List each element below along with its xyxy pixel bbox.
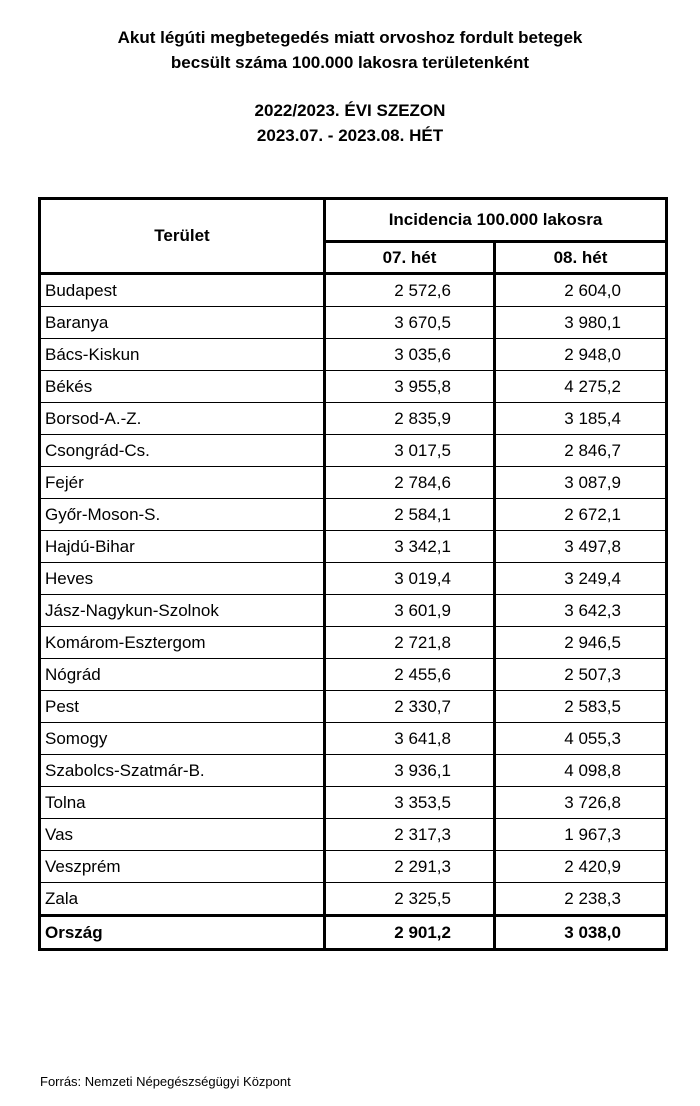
table-row bbox=[40, 563, 667, 595]
week-08-cell: 4 098,8 bbox=[495, 755, 667, 787]
week-08-cell: 3 980,1 bbox=[495, 307, 667, 339]
area-cell: Heves bbox=[40, 563, 325, 595]
area-cell: Baranya bbox=[40, 307, 325, 339]
table-row bbox=[40, 691, 667, 723]
table-row bbox=[40, 307, 667, 339]
table-row bbox=[40, 851, 667, 883]
week-08-cell: 3 185,4 bbox=[495, 403, 667, 435]
area-cell: Békés bbox=[40, 371, 325, 403]
week-07-cell: 2 317,3 bbox=[325, 819, 495, 851]
source-note: Forrás: Nemzeti Népegészségügyi Központ bbox=[40, 1074, 291, 1089]
week-08-cell: 2 420,9 bbox=[495, 851, 667, 883]
week-08-cell: 3 642,3 bbox=[495, 595, 667, 627]
area-cell: Jász-Nagykun-Szolnok bbox=[40, 595, 325, 627]
week-08-cell: 4 275,2 bbox=[495, 371, 667, 403]
week-08-cell: 3 249,4 bbox=[495, 563, 667, 595]
table-row bbox=[40, 755, 667, 787]
total-area: Ország bbox=[40, 916, 325, 950]
area-column-header: Terület bbox=[40, 199, 325, 274]
week-07-cell: 2 784,6 bbox=[325, 467, 495, 499]
document-title-line-2: becsült száma 100.000 lakosra területenként bbox=[170, 53, 530, 72]
week-08-cell: 2 238,3 bbox=[495, 883, 667, 916]
week-08-cell: 2 672,1 bbox=[495, 499, 667, 531]
area-cell: Bács-Kiskun bbox=[40, 339, 325, 371]
week-07-cell: 3 342,1 bbox=[325, 531, 495, 563]
week-07-cell: 3 601,9 bbox=[325, 595, 495, 627]
area-cell: Somogy bbox=[40, 723, 325, 755]
total-week-07: 2 901,2 bbox=[325, 916, 495, 950]
week-08-cell: 3 497,8 bbox=[495, 531, 667, 563]
week-08-cell: 2 507,3 bbox=[495, 659, 667, 691]
week-07-cell: 3 019,4 bbox=[325, 563, 495, 595]
week-08-column-header: 08. hét bbox=[495, 242, 667, 274]
week-07-cell: 3 955,8 bbox=[325, 371, 495, 403]
week-07-cell: 3 641,8 bbox=[325, 723, 495, 755]
week-08-cell: 4 055,3 bbox=[495, 723, 667, 755]
table-row bbox=[40, 531, 667, 563]
table-row bbox=[40, 659, 667, 691]
total-row bbox=[40, 916, 667, 950]
table-row bbox=[40, 435, 667, 467]
area-cell: Zala bbox=[40, 883, 325, 916]
table-row bbox=[40, 371, 667, 403]
season-heading: 2022/2023. ÉVI SZEZON bbox=[254, 101, 446, 120]
week-07-cell: 3 035,6 bbox=[325, 339, 495, 371]
table-row bbox=[40, 499, 667, 531]
week-07-cell: 2 325,5 bbox=[325, 883, 495, 916]
week-08-cell: 2 846,7 bbox=[495, 435, 667, 467]
area-cell: Győr-Moson-S. bbox=[40, 499, 325, 531]
week-07-cell: 2 455,6 bbox=[325, 659, 495, 691]
week-07-cell: 3 017,5 bbox=[325, 435, 495, 467]
area-cell: Csongrád-Cs. bbox=[40, 435, 325, 467]
table-row bbox=[40, 467, 667, 499]
week-07-cell: 3 670,5 bbox=[325, 307, 495, 339]
week-07-cell: 2 584,1 bbox=[325, 499, 495, 531]
area-cell: Nógrád bbox=[40, 659, 325, 691]
area-cell: Szabolcs-Szatmár-B. bbox=[40, 755, 325, 787]
table-row bbox=[40, 627, 667, 659]
table-row bbox=[40, 403, 667, 435]
area-cell: Hajdú-Bihar bbox=[40, 531, 325, 563]
table-row bbox=[40, 819, 667, 851]
incidence-table bbox=[38, 197, 668, 951]
area-cell: Fejér bbox=[40, 467, 325, 499]
week-08-cell: 3 087,9 bbox=[495, 467, 667, 499]
area-cell: Tolna bbox=[40, 787, 325, 819]
week-07-cell: 3 936,1 bbox=[325, 755, 495, 787]
table-row bbox=[40, 274, 667, 307]
week-07-cell: 2 721,8 bbox=[325, 627, 495, 659]
table-row bbox=[40, 883, 667, 916]
week-07-cell: 2 835,9 bbox=[325, 403, 495, 435]
week-08-cell: 2 948,0 bbox=[495, 339, 667, 371]
week-07-cell: 2 572,6 bbox=[325, 274, 495, 307]
area-cell: Vas bbox=[40, 819, 325, 851]
week-07-cell: 2 330,7 bbox=[325, 691, 495, 723]
table-body bbox=[40, 274, 667, 950]
document-title-line-1: Akut légúti megbetegedés miatt orvoshoz fordult betegek bbox=[117, 28, 583, 47]
table-row bbox=[40, 787, 667, 819]
week-08-cell: 2 604,0 bbox=[495, 274, 667, 307]
week-08-cell: 1 967,3 bbox=[495, 819, 667, 851]
area-cell: Budapest bbox=[40, 274, 325, 307]
area-cell: Veszprém bbox=[40, 851, 325, 883]
area-cell: Komárom-Esztergom bbox=[40, 627, 325, 659]
week-08-cell: 2 583,5 bbox=[495, 691, 667, 723]
table-row bbox=[40, 595, 667, 627]
area-cell: Borsod-A.-Z. bbox=[40, 403, 325, 435]
incidence-column-header: Incidencia 100.000 lakosra bbox=[325, 199, 667, 242]
total-week-08: 3 038,0 bbox=[495, 916, 667, 950]
table-row bbox=[40, 723, 667, 755]
table-row bbox=[40, 339, 667, 371]
week-07-cell: 2 291,3 bbox=[325, 851, 495, 883]
week-08-cell: 2 946,5 bbox=[495, 627, 667, 659]
week-07-cell: 3 353,5 bbox=[325, 787, 495, 819]
week-07-column-header: 07. hét bbox=[325, 242, 495, 274]
week-range-heading: 2023.07. - 2023.08. HÉT bbox=[256, 126, 444, 145]
area-cell: Pest bbox=[40, 691, 325, 723]
week-08-cell: 3 726,8 bbox=[495, 787, 667, 819]
